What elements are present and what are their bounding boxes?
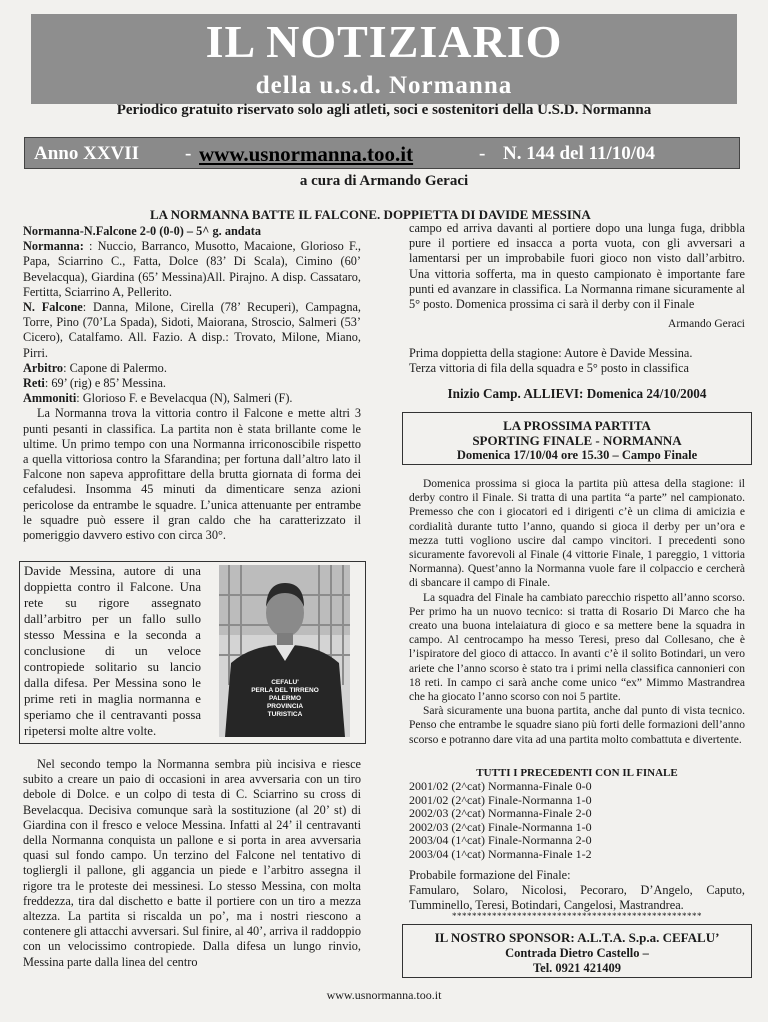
issue-separator: - xyxy=(185,143,192,164)
history-row: 2001/02 (2^cat) Normanna-Finale 0-0 xyxy=(409,779,592,793)
history-row: 2002/03 (2^cat) Normanna-Finale 2-0 xyxy=(409,806,592,821)
shirt-text: PERLA DEL TIRRENO xyxy=(251,687,319,694)
article-headline: LA NORMANNA BATTE IL FALCONE. DOPPIETTA DI DAVIDE MESSINA xyxy=(150,207,591,222)
lineup-text: : Nuccio, Barranco, Musotto, Macaione, Glorioso F., Papa, Sciarrino C., Fatta, Dolce (83’ Di Scala), Cimino (60’ Bevelacqua), Giardina (65’ Messina)All. Pirajno. A disp. Cassataro, Fertitta, Sciarrino A, Pellerito. xyxy=(23,239,361,299)
issue-separator: - xyxy=(479,143,486,164)
doppietta-note xyxy=(409,346,745,376)
note-line: Prima doppietta della stagione: Autore è Davide Messina. xyxy=(409,346,693,360)
history-row: 2002/03 (2^cat) Finale-Normanna 1-0 xyxy=(409,819,592,834)
bookings-text: : Glorioso F. e Bevelacqua (N), Salmeri (F). xyxy=(76,391,293,406)
editor-credit: a cura di Armando Geraci xyxy=(299,173,469,189)
referee-label: Arbitro xyxy=(23,360,64,375)
article-paragraph: La squadra del Finale ha cambiato parecchio rispetto all’anno scorso. Per primo ha un nuovo tecnico: si tratta di Rosario Di Marco che ha creato una buona intelaiatura di gioco e sa mettere bene la squadra in campo. Al centrocampo ha messo Teresi, preso dal Collesano, che è l’ispiratore del gioco di attacco. In avanti c’è il solito Botindari, un vero ariete che l’anno scorso è stato tra i primi nella classifica cannonieri con 18 reti. In campo ci sarà anche come unico “ex” Mimmo Mastrandrea che ha giocato l’anno scorso con noi 5 partite. xyxy=(409,591,745,704)
probable-formation xyxy=(409,868,745,914)
match-score: Normanna-N.Falcone 2-0 (0-0) – 5^ g. andata xyxy=(23,224,262,238)
author-signature: Armando Geraci xyxy=(668,318,745,330)
sponsor-phone: Tel. 0921 421409 xyxy=(532,961,622,975)
issue-number: N. 144 del 11/10/04 xyxy=(503,143,656,164)
article-paragraph: Nel secondo tempo la Normanna sembra più incisiva e riesce subito a creare un paio di occasioni in area avversaria con un tiro debole di Dolce. e un colpo di testa di C. Sciarrino su cross di Bevelacqua. Decisiva comunque sarà la sostituzione (al 20’ st) di Giardina con il fresco e veloce Messina. Infatti al 24’ il centravanti della Normanna conquista un pallone e si porta in area avversaria quasi sul fondo campo. Un terzino del Falcone nel tentativo di togliergli il pallone, gli aggancia un piede e l’arbitro assegna il rigore tra le proteste dei messinesi. Lo stesso Messina, con molta freddezza, tira dal dischetto e batte il portiere con un tiro a mezza altezza. La partita si riscalda un po’, ma i nostri riescono a contenere gli attacchi avversari. Sul finire, al 40’, arriva il raddoppio con un velocissimo contropiede. Dalla difesa un lungo rinvio, Messina parte dalla linea del centro xyxy=(23,757,361,969)
shirt-text: PALERMO xyxy=(268,695,302,702)
note-line: Terza vittoria di fila della squadra e 5° posto in classifica xyxy=(409,361,689,375)
match-report-continued xyxy=(23,757,361,970)
sponsor-box xyxy=(402,924,752,978)
tagline: Periodico gratuito riservato solo agli atleti, soci e sostenitori della U.S.D. Normanna xyxy=(116,102,652,118)
article-paragraph: Sarà sicuramente una buona partita, anche dal punto di vista tecnico. Penso che entrambe le squadre siano più forti delle formazioni dell’anno scorso e potranno dare vita ad una partita molto combattuta e divertente. xyxy=(409,705,745,746)
history-row: 2003/04 (1^cat) Finale-Normanna 2-0 xyxy=(409,833,592,848)
next-match-teams: SPORTING FINALE - NORMANNA xyxy=(472,433,682,448)
team-label: Normanna: xyxy=(23,239,84,254)
goals-label: Reti xyxy=(23,376,45,391)
article-paragraph: La Normanna trova la vittoria contro il Falcone e mette altri 3 punti pesanti in classifica. La partita non è stata brillante come le ultime. Un primo tempo con una Normanna irriconoscibile rispetto a quella vittoriosa contro la Sfarandina; per fortuna dall’altro lato il Falcone non sapeva approfittare della brutta giornata di forma dei cefaludesi. Insomma 45 minuti da dimenticare senza azioni pericolose da entrambe le squadre. L’unica attenuante per entrambe le squadre può essere il gran caldo che ha caratterizzato il pomeriggio davvero estivo con circa 30°. xyxy=(23,406,361,543)
photo-caption: Davide Messina, autore di una doppietta contro il Falcone. Una rete su rigore assegnato dall’arbitro per un fallo sullo stesso Messina e la seconda a conclusione di un veloce contropiede solitario su lancio dalla difesa. Per Messina sono le prime reti in maglia normanna e speriamo che il centravanti possa ripetersi molte altre volte. xyxy=(24,564,201,738)
history-row: 2001/02 (2^cat) Finale-Normanna 1-0 xyxy=(409,792,592,807)
newspaper-subtitle: della u.s.d. Normanna xyxy=(255,72,513,99)
history-list xyxy=(409,780,745,862)
shirt-text: PROVINCIA TURISTICA xyxy=(266,703,304,718)
sponsor-title: IL NOSTRO SPONSOR: A.L.T.A. S.p.a. CEFALU’ xyxy=(434,930,720,945)
goals-text: : 69’ (rig) e 85’ Messina. xyxy=(44,376,166,391)
formation-label: Probabile formazione del Finale: xyxy=(409,868,571,882)
newspaper-title: IL NOTIZIARIO xyxy=(205,16,563,67)
history-row: 2003/04 (1^cat) Normanna-Finale 1-2 xyxy=(409,846,592,861)
bookings-label: Ammoniti xyxy=(23,391,77,406)
website-link[interactable]: www.usnormanna.too.it xyxy=(199,142,414,166)
next-match-when: Domenica 17/10/04 ore 15.30 – Campo Finale xyxy=(456,448,698,462)
footer-link[interactable]: www.usnormanna.too.it xyxy=(326,988,442,1002)
article-paragraph: campo ed arriva davanti al portiere dopo una lunga fuga, dribbla pure il portiere ed insacca a porta vuota, con gli avversari a lamentarsi per un improbabile fuori gioco non visto dall’arbitro. Una vittoria sofferta, ma in questo campionato è importante fare punti ed avanzare in classifica. La Normanna rimane sicuramente al 5° posto. Domenica prossima ci sarà il derby con il Finale xyxy=(409,221,745,312)
player-photo xyxy=(219,565,350,737)
shirt-text: CEFALU' xyxy=(271,679,299,686)
formation-players: Famularo, Solaro, Nicolosi, Pecoraro, D’Angelo, Caputo, Tumminello, Teresi, Botindari, Cangelosi, Mastrandrea. xyxy=(409,883,745,913)
lineup-text: : Danna, Milone, Cirella (78’ Recuperi), Campagna, Torre, Pino (70’La Spada), Sidoti, Maiorana, Stroscio, Salmeri (53’ Cicero), Catalfamo. All. Fazio. A disp.: Trovato, Milone, Miano, Pirri. xyxy=(23,300,362,360)
match-report-column xyxy=(23,224,361,543)
preview-article xyxy=(409,477,745,747)
referee-text: : Capone di Palermo. xyxy=(63,360,167,375)
next-match-title: LA PROSSIMA PARTITA xyxy=(503,418,651,433)
team-label: N. Falcone xyxy=(23,300,83,315)
history-title: TUTTI I PRECEDENTI CON IL FINALE xyxy=(476,767,678,779)
match-report-right xyxy=(409,221,745,312)
allievi-notice: Inizio Camp. ALLIEVI: Domenica 24/10/2004 xyxy=(447,386,707,401)
sponsor-address: Contrada Dietro Castello – xyxy=(505,945,649,960)
issue-year: Anno XXVII xyxy=(34,143,140,164)
next-match-box xyxy=(402,412,752,465)
article-paragraph: Domenica prossima si gioca la partita più attesa della stagione: il derby contro il Finale. Si tratta di una partita “a parte” nel campionato. Premesso che con i giocatori ed i dirigenti c’è un clima di amicizia e cordialità durante tutto l’anno, quando si gioca il derby per un’ora e mezza tutti vogliono uscire dal campo vincitori. I precedenti sono sicuramente favorevoli al Finale (4 vittorie Finale, 1 pareggio, 1 vittoria Normanna). Quest’anno la Normanna vuole fare il colpaccio e cercherà di sbancare il campo di Finale. xyxy=(409,478,745,590)
star-divider: ************************************************** xyxy=(452,911,702,921)
